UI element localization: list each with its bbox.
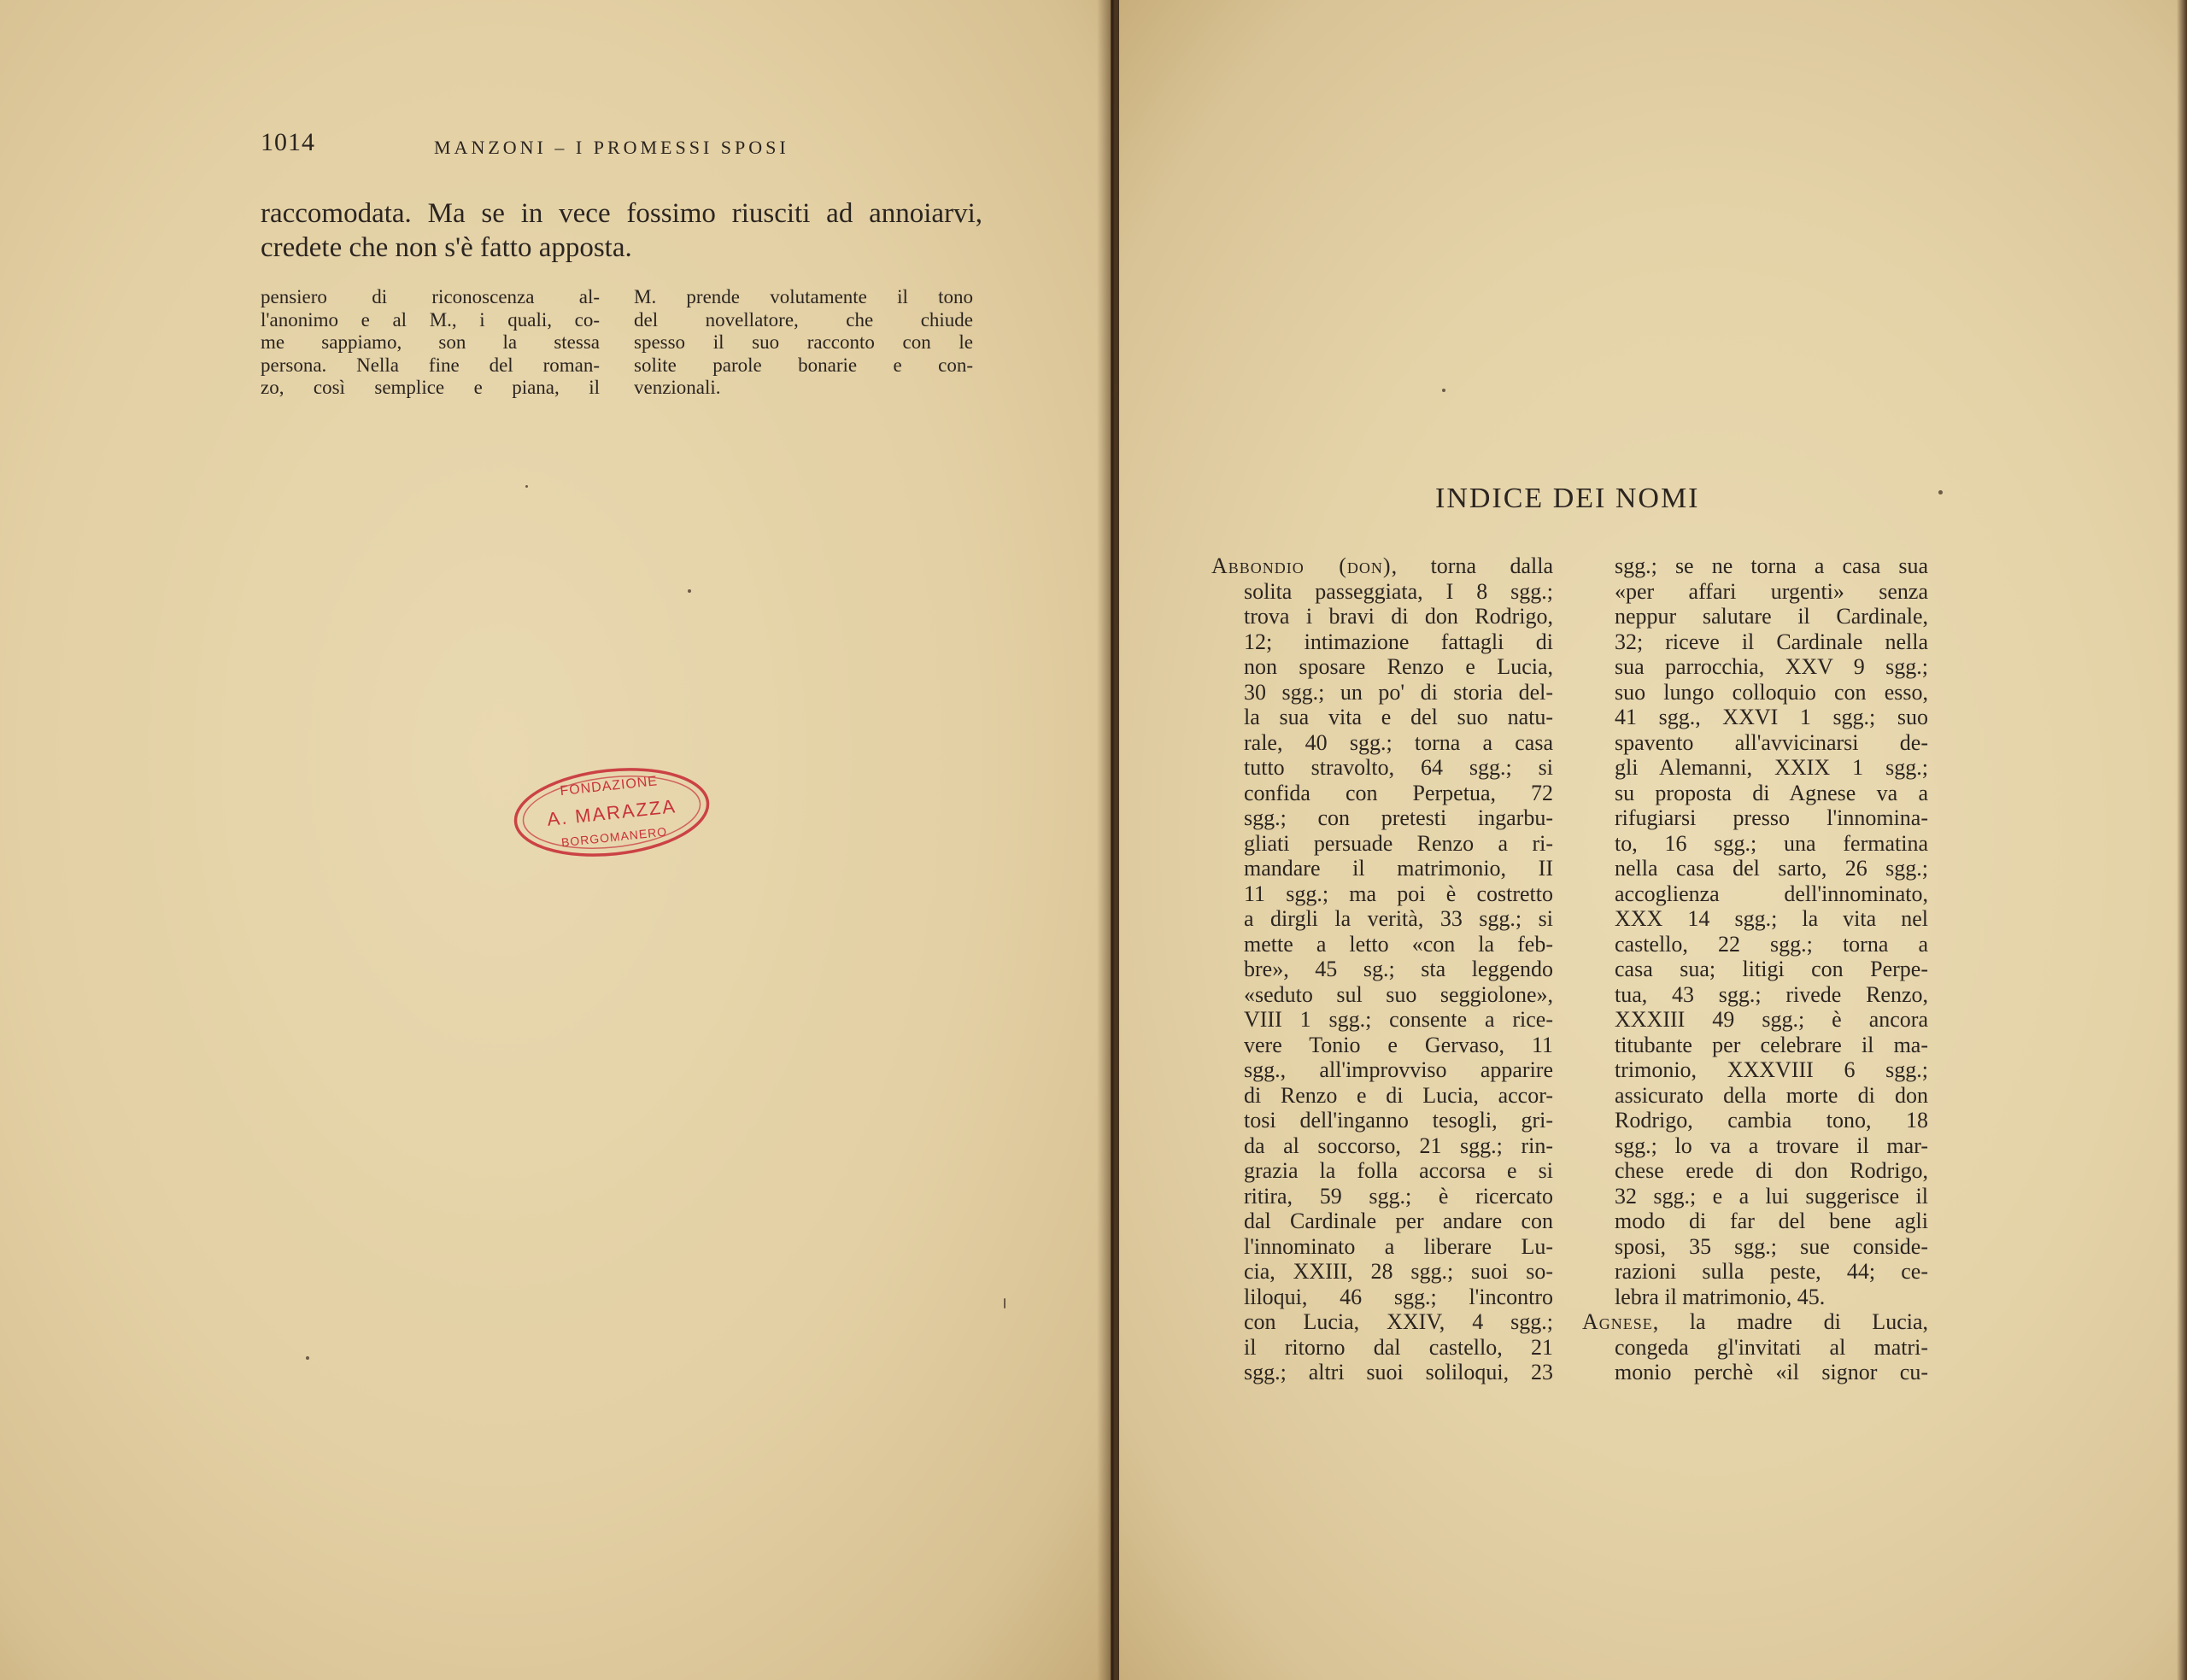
index-line: chese erede di don Rodrigo, [1615, 1158, 1928, 1183]
index-line: nella casa del sarto, 26 sgg.; [1615, 856, 1928, 881]
index-line: trova i bravi di don Rodrigo, [1244, 604, 1553, 629]
index-line: grazia la folla accorsa e si [1244, 1158, 1553, 1183]
index-column-2 [1582, 553, 1928, 1385]
right-page [1119, 0, 2187, 1680]
index-line: sua parrocchia, XXV 9 sgg.; [1615, 654, 1928, 679]
paper-speck [1938, 490, 1943, 495]
index-line: suo lungo colloquio con esso, [1615, 679, 1928, 705]
index-line [1582, 1309, 1928, 1335]
paper-speck [1004, 1298, 1006, 1308]
index-line: assicurato della morte di don [1615, 1082, 1928, 1108]
paper-speck [688, 589, 691, 593]
index-line: 41 sgg., XXVI 1 sgg.; suo [1615, 705, 1928, 729]
closing-paragraph: raccomodata. Ma se in vece fossimo riusciti ad annoiarvi, credete che non s'è fatto apposta. [261, 198, 982, 263]
paper-speck [525, 485, 528, 488]
index-line: trimonio, XXXVIII 6 sgg.; [1615, 1057, 1928, 1082]
index-line: VIII 1 sgg.; consente a rice- [1244, 1007, 1553, 1032]
paper-speck [306, 1356, 309, 1360]
index-line: cia, XXIII, 28 sgg.; suoi so- [1244, 1259, 1553, 1284]
index-line: rifugiarsi presso l'innomina- [1615, 805, 1928, 830]
index-line: mette a letto «con la feb- [1244, 931, 1553, 957]
index-line: non sposare Renzo e Lucia, [1244, 654, 1553, 679]
index-line: bre», 45 sg.; sta leggendo [1244, 957, 1553, 981]
index-line: tosi dell'inganno tesogli, gri- [1244, 1108, 1553, 1133]
page-number: 1014 [261, 128, 315, 156]
index-title: INDICE DEI NOMI [1435, 483, 1700, 514]
index-line: vere Tonio e Gervaso, 11 [1244, 1032, 1553, 1057]
index-line: accoglienza dell'innominato, [1615, 881, 1928, 906]
index-line: su proposta di Agnese va a [1615, 780, 1928, 805]
index-line: rale, 40 sgg.; torna a casa [1244, 729, 1553, 755]
footnote-column-1: pensiero di riconoscenza al- l'anonimo e al M., i quali, co- me sappiamo, son la stessa persona. Nella fine del roman- zo, così semplice e piana, il [261, 286, 600, 398]
stamp-line-2: A. MARAZZA [546, 795, 677, 830]
index-line: «seduto sul suo seggiolone», [1244, 981, 1553, 1007]
index-line: modo di far del bene agli [1615, 1209, 1928, 1233]
index-line: tutto stravolto, 64 sgg.; si [1244, 755, 1553, 780]
index-headword: Abbondio (don) [1211, 553, 1392, 578]
index-line: Rodrigo, cambia tono, 18 [1615, 1108, 1928, 1133]
index-line: 32; riceve il Cardinale nella [1615, 629, 1928, 654]
index-line: solita passeggiata, I 8 sgg.; [1244, 578, 1553, 604]
index-line: lebra il matrimonio, 45. [1615, 1284, 1826, 1309]
index-line: sposi, 35 sgg.; sue conside- [1615, 1233, 1928, 1259]
page-edge [2177, 0, 2187, 1680]
index-line: monio perchè «il signor cu- [1615, 1360, 1928, 1384]
index-line: «per affari urgenti» senza [1615, 578, 1928, 604]
index-line: confida con Perpetua, 72 [1244, 780, 1553, 805]
index-line: mandare il matrimonio, II [1244, 856, 1553, 881]
paper-speck [1442, 389, 1445, 392]
index-line: sgg.; se ne torna a casa sua [1615, 553, 1928, 578]
index-line: il ritorno dal castello, 21 [1244, 1334, 1553, 1360]
index-line: sgg.; con pretesti ingarbu- [1244, 805, 1553, 830]
index-entry-text: , torna dalla [1391, 553, 1553, 578]
index-line: di Renzo e di Lucia, accor- [1244, 1082, 1553, 1108]
index-line: sgg.; altri suoi soliloqui, 23 [1244, 1360, 1553, 1384]
running-head: MANZONI – I PROMESSI SPOSI [434, 137, 789, 158]
index-line: gliati persuade Renzo a ri- [1244, 830, 1553, 856]
index-line: a dirgli la verità, 33 sgg.; si [1244, 906, 1553, 931]
index-line: 32 sgg.; e a lui suggerisce il [1615, 1183, 1928, 1209]
index-line: XXX 14 sgg.; la vita nel [1615, 906, 1928, 931]
index-line: 11 sgg.; ma poi è costretto [1244, 881, 1553, 906]
index-line: titubante per celebrare il ma- [1615, 1032, 1928, 1057]
index-line: neppur salutare il Cardinale, [1615, 604, 1928, 629]
index-line: sgg.; lo va a trovare il mar- [1615, 1133, 1928, 1158]
stamp-line-1: FONDAZIONE [559, 774, 659, 799]
index-line: ritira, 59 sgg.; è ricercato [1244, 1183, 1553, 1209]
stamp-line-3: BORGOMANERO [560, 824, 668, 850]
library-stamp [510, 764, 713, 860]
index-line: da al soccorso, 21 sgg.; rin- [1244, 1133, 1553, 1158]
index-line: 12; intimazione fattagli di [1244, 629, 1553, 654]
index-line: tua, 43 sgg.; rivede Renzo, [1615, 981, 1928, 1007]
index-line: spavento all'avvicinarsi de- [1615, 729, 1928, 755]
index-line: la sua vita e del suo natu- [1244, 705, 1553, 729]
index-column-1 [1211, 553, 1553, 1385]
index-line: liloqui, 46 sgg.; l'incontro [1244, 1284, 1553, 1309]
index-line: casa sua; litigi con Perpe- [1615, 957, 1928, 981]
index-line: l'innominato a liberare Lu- [1244, 1233, 1553, 1259]
index-line: castello, 22 sgg.; torna a [1615, 931, 1928, 957]
index-entry-text: , la madre di Lucia, [1652, 1309, 1928, 1334]
index-line: 30 sgg.; un po' di storia del- [1244, 679, 1553, 705]
index-line [1211, 553, 1553, 579]
index-line: dal Cardinale per andare con [1244, 1209, 1553, 1233]
index-line: sgg., all'improvviso apparire [1244, 1057, 1553, 1082]
index-line: XXXIII 49 sgg.; è ancora [1615, 1007, 1928, 1032]
footnote-column-2: M. prende volutamente il tono del novellatore, che chiude spesso il suo racconto con le solite parole bonarie e con- venzionali. [634, 286, 973, 398]
index-line: gli Alemanni, XXIX 1 sgg.; [1615, 755, 1928, 780]
index-line: razioni sulla peste, 44; ce- [1615, 1259, 1928, 1284]
index-line: con Lucia, XXIV, 4 sgg.; [1244, 1309, 1553, 1334]
index-line: congeda gl'invitati al matri- [1615, 1334, 1928, 1360]
index-headword: Agnese [1582, 1309, 1653, 1334]
index-line: to, 16 sgg.; una fermatina [1615, 830, 1928, 856]
